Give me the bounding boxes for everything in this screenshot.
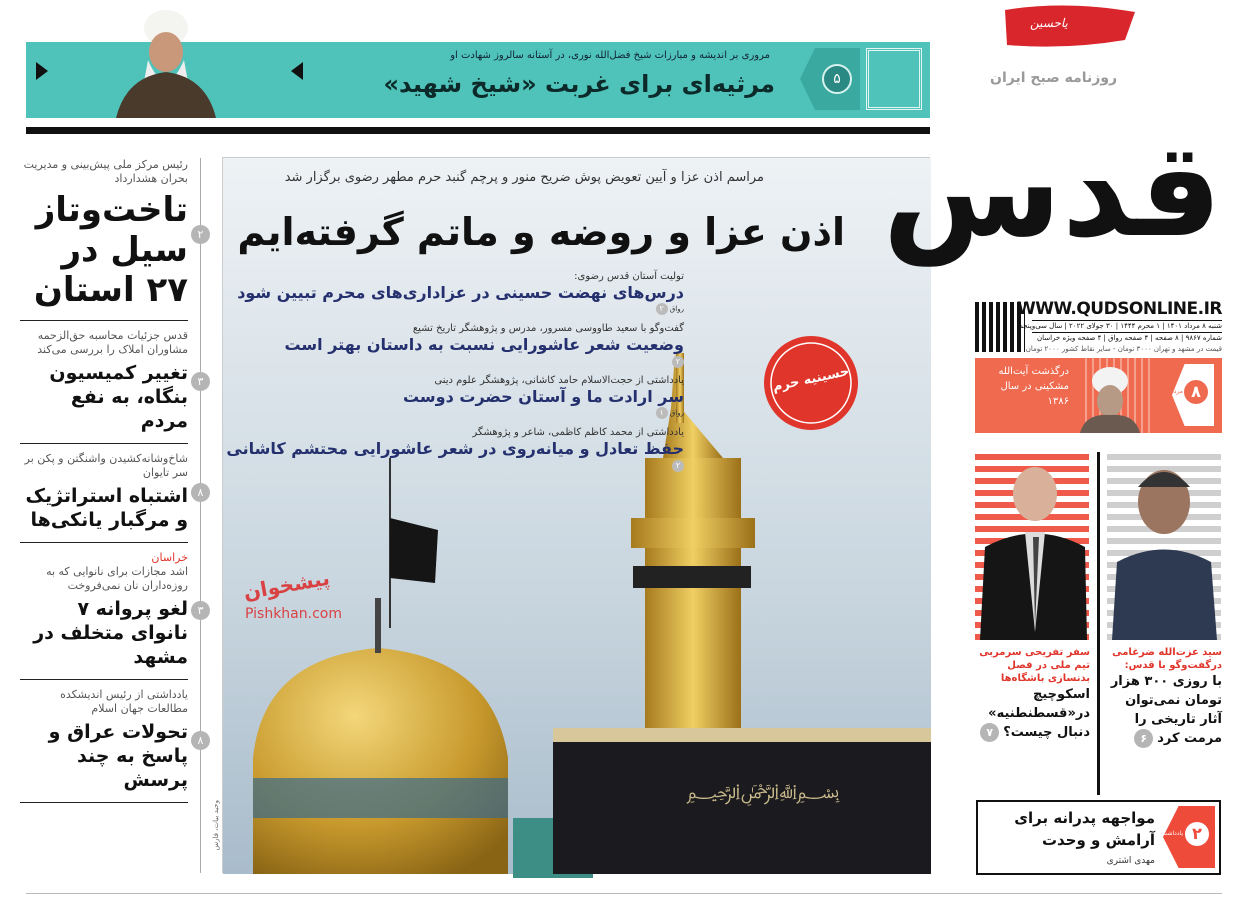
website-url[interactable]: WWW.QUDSONLINE.IR: [1017, 299, 1222, 319]
divider: [26, 893, 1222, 894]
opinion-author: مهدی اشتری: [1106, 856, 1155, 866]
sub-stories: [224, 270, 684, 472]
page-number-badge: ۳: [191, 372, 210, 391]
story-headline: اسکوچیچ در«قسطنطنیه» دنبال چیست؟: [988, 687, 1090, 740]
opinion-title: مواجهه پدرانه برای آرامش و وحدت: [1014, 809, 1155, 849]
photo-credit: وحید بیات، فارس: [212, 800, 220, 851]
watermark: Pishkhan.com: [245, 606, 342, 622]
column-rule: [1097, 452, 1100, 795]
page-number-badge: ۸: [191, 731, 210, 750]
story-kicker: اشد مجازات برای نانوایی که به روزه‌داران نان نمی‌فروخت: [46, 565, 188, 592]
sub-story[interactable]: [224, 270, 684, 316]
calligraphy-logo: [866, 48, 922, 110]
banner-title: مرثیه‌ای برای غربت «شیخ شهید»: [383, 70, 775, 98]
page-number-badge: ۲: [672, 460, 684, 472]
story-kicker: سفر تفریحی سرمربی تیم ملی در فصل بدنسازی باشگاه‌ها: [979, 647, 1090, 684]
masthead-logo[interactable]: [882, 0, 1222, 292]
page-number-badge: ۸: [191, 483, 210, 502]
sub-story-kicker: تولیت آستان قدس رضوی:: [574, 271, 684, 282]
issue-date: شنبه ۸ مرداد ۱۴۰۱ | ۱ محرم ۱۴۴۴ | ۳۰ جولای ۲۰۲۲ | سال سی‌وپنجم: [1018, 322, 1222, 330]
section-label: رواق: [669, 305, 684, 313]
page-number-badge: ۲: [1185, 822, 1209, 846]
page-number-badge: ۲: [656, 303, 668, 315]
logo-text: قدس: [882, 114, 1222, 266]
left-story-1[interactable]: [20, 150, 204, 321]
sub-story-kicker: گفت‌وگو با سعید طاووسی مسرور، مدرس و پژوهشگر تاریخ تشیع: [412, 323, 684, 334]
anniversary-day: ۸: [1184, 380, 1208, 404]
story-headline: تغییر کمیسیون بنگاه، به نفع مردم: [49, 362, 188, 432]
right-story-2[interactable]: [973, 646, 1090, 742]
sub-story-kicker: یادداشتی از حجت‌الاسلام حامد کاشانی، پژوهشگر علوم دینی: [434, 375, 684, 386]
anniversary-box[interactable]: [975, 358, 1222, 433]
story-kicker: شاخ‌وشانه‌کشیدن واشنگتن و پکن بر سر تایوان: [24, 452, 188, 479]
sheikh-portrait: [96, 2, 236, 118]
person-photo: [1107, 452, 1221, 640]
flag-text: یاحسین: [1030, 16, 1068, 30]
shrine-photo: [223, 158, 931, 874]
sub-story-title: حفظ تعادل و میانه‌روی در شعر عاشورایی محتشم کاشانی: [226, 439, 684, 458]
banner-subtitle: مروری بر اندیشه و مبارزات شیخ فضل‌الله نوری، در آستانه سالروز شهادت او: [450, 50, 770, 61]
page-number-badge: ۷: [980, 723, 999, 742]
sub-story[interactable]: [224, 374, 684, 420]
banner-page-number: ۵: [822, 64, 852, 94]
sub-story-title: سر ارادت ما و آستان حضرت دوست: [402, 387, 684, 406]
left-story-4[interactable]: [20, 543, 204, 680]
story-kicker: یادداشتی از رئیس اندیشکده مطالعات جهان اسلام: [60, 688, 188, 715]
masthead-info: [975, 300, 1222, 356]
story-headline: با روزی ۳۰۰ هزار تومان نمی‌توان آثار تاریخی را مرمت کرد: [1110, 674, 1222, 746]
zarghami-photo[interactable]: [1107, 452, 1221, 640]
opinion-box[interactable]: [976, 800, 1221, 875]
opinion-label: یادداشت: [1161, 830, 1183, 837]
divider: [26, 127, 930, 134]
page-number-badge: ۳: [191, 601, 210, 620]
seal-stamp: حسینیه حرم: [771, 364, 851, 395]
sub-story[interactable]: [224, 322, 684, 368]
arrow-icon: [291, 62, 303, 80]
page-number-badge: ۶: [1134, 729, 1153, 748]
left-story-2[interactable]: [20, 321, 204, 444]
sub-story-title: درس‌های نهضت حسینی در عزاداری‌های محرم تبیین شود: [237, 283, 684, 302]
section-label: رواق: [669, 409, 684, 417]
svg-text:﷽: ﷽: [686, 779, 840, 803]
story-kicker: رئیس مرکز ملی پیش‌بینی و مدیریت بحران هشدارداد: [23, 158, 188, 185]
anniversary-text: درگذشت آیت‌الله مشکینی در سال ۱۳۸۶: [998, 366, 1069, 407]
left-story-3[interactable]: [20, 444, 204, 543]
sub-story-title: وضعیت شعر عاشورایی نسبت به داستان بهتر است: [284, 335, 684, 354]
column-rule: [200, 158, 201, 873]
top-banner[interactable]: [26, 42, 930, 118]
left-story-5[interactable]: [20, 680, 204, 803]
story-headline: تحولات عراق و پاسخ به چند پرسش: [48, 721, 188, 791]
story-kicker: قدس جزئیات محاسبه حق‌الزحمه مشاوران املاک را بررسی می‌کند: [37, 329, 188, 356]
page-number-badge: ۲: [672, 356, 684, 368]
watermark: پیشخوان: [241, 565, 332, 605]
issue-number: شماره ۹۸۶۷ | ۸ صفحه | ۴ صفحه رواق | ۴ صفحه ویژه خراسان: [1032, 332, 1222, 343]
tagline: روزنامه صبح ایران: [990, 70, 1118, 86]
skocic-photo[interactable]: [975, 452, 1089, 640]
flag-icon: [975, 0, 1222, 60]
page-number-badge: ۲: [191, 225, 210, 244]
price: قیمت در مشهد و تهران ۳۰۰۰ تومان - سایر نقاط کشور ۲۰۰۰ تومان: [1025, 345, 1222, 353]
right-story-1[interactable]: [1105, 646, 1222, 748]
story-headline: اشتباه استراتژیک و مرگبار یانکی‌ها: [25, 485, 188, 531]
main-headline[interactable]: اذن عزا و روضه و ماتم گرفته‌ایم: [237, 210, 845, 254]
story-headline: تاخت‌وتاز سیل در ۲۷ استان: [33, 190, 188, 310]
story-headline: لغو پروانه ۷ نانوای متخلف در مشهد: [33, 598, 188, 668]
arrow-icon: [36, 62, 48, 80]
left-column: [20, 150, 204, 803]
page-number-badge: ۱: [656, 407, 668, 419]
sub-story[interactable]: [224, 426, 684, 472]
story-kicker: سید عزت‌الله ضرغامی درگفت‌وگو با قدس:: [1112, 647, 1222, 671]
sub-story-kicker: یادداشتی از محمد کاظم کاظمی، شاعر و پژوهشگر: [472, 427, 684, 438]
main-kicker: مراسم اذن عزا و آیین تعویض پوش ضریح منور و پرچم گنبد حرم مطهر رضوی برگزار شد: [284, 170, 764, 185]
ayatollah-portrait: [1075, 363, 1145, 433]
person-photo: [975, 452, 1089, 640]
anniversary-month: مرداد: [1169, 388, 1183, 395]
main-photo[interactable]: [222, 157, 930, 873]
region-label: خراسان: [151, 551, 188, 564]
